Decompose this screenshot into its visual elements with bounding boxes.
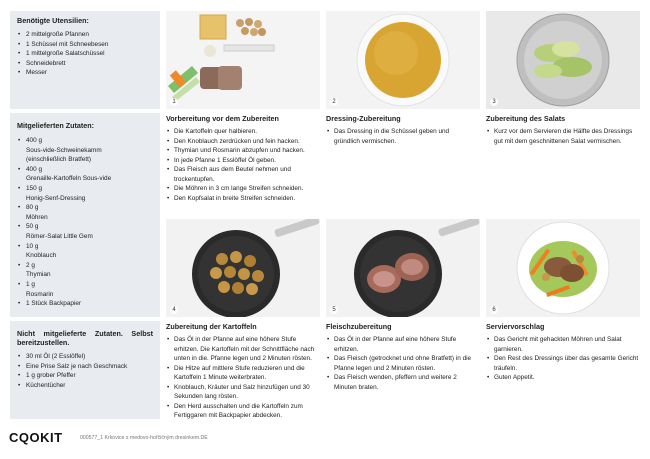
step-title: Dressing-Zubereitung — [326, 114, 401, 123]
extras-list — [17, 352, 153, 390]
step-number: 6 — [490, 306, 498, 314]
step-item: • Knoblauch, Kräuter und Salz hinzufügen und 30 Sekunden lang rösten. — [166, 383, 322, 402]
ingredient-item: • 150 gHonig-Senf-Dressing — [17, 184, 153, 203]
ingredient-item: • 1 gRosmarin — [17, 280, 153, 299]
step-4-photo — [166, 219, 320, 317]
step-title: Fleischzubereitung — [326, 322, 392, 331]
step-5 — [326, 322, 476, 392]
step-item: • Das Dressing in die Schüssel geben und gründlich vermischen. — [326, 127, 476, 146]
step-item: • Den Rest des Dressings über das gesamte Gericht träufeln. — [486, 354, 640, 373]
salad-bowl-image — [486, 11, 640, 109]
step-title: Zubereitung des Salats — [486, 114, 566, 123]
list-item: • Eine Prise Salz je nach Geschmack — [17, 362, 153, 372]
ingredient-item: • 1 Stück Backpapier — [17, 299, 153, 309]
extras-title: Nicht mitgelieferte Zutaten. Selbst bereitzustellen. — [17, 329, 153, 347]
dressing-bowl-image — [326, 11, 480, 109]
step-6 — [486, 322, 640, 383]
list-item: • 30 ml Öl (2 Esslöffel) — [17, 352, 153, 362]
list-item: • 2 mittelgroße Pfannen — [17, 30, 153, 40]
footer-reference: 000577_1 Krkovice s medovo-hořčičným dresinkem.DE — [80, 435, 208, 441]
extras-panel — [10, 321, 160, 419]
step-2 — [326, 114, 476, 146]
ingredient-item: • 400 gGrenaille-Kartoffeln Sous-vide — [17, 165, 153, 184]
list-item: • 1 Schüssel mit Schneebesen — [17, 40, 153, 50]
step-item: • Das Fleisch aus dem Beutel nehmen und trockentupfen. — [166, 165, 326, 184]
step-number: 5 — [330, 306, 338, 314]
list-item: • Messer — [17, 68, 153, 78]
step-3-photo — [486, 11, 640, 109]
meat-pan-image — [326, 219, 480, 317]
step-3 — [486, 114, 640, 146]
step-title: Vorbereitung vor dem Zubereiten — [166, 114, 279, 123]
ingredient-item: • 400 gSous-vide-Schweinekamm (einschließlich Bratfett) — [17, 136, 153, 165]
ingredient-item: • 2 gThymian — [17, 261, 153, 280]
step-title: Serviervorschlag — [486, 322, 545, 331]
step-item: • Das Fleisch (getrocknet und ohne Bratfett) in die Pfanne legen und 2 Minuten rösten. — [326, 354, 476, 373]
step-item: • Das Öl in der Pfanne auf eine höhere Stufe erhitzen. — [326, 335, 476, 354]
utensils-list — [17, 30, 153, 78]
step-item: • Das Fleisch wenden, pfeffern und weitere 2 Minuten braten. — [326, 373, 476, 392]
brand-logo: CQOKIT — [9, 430, 63, 445]
ingredients-title: Mitgelieferten Zutaten: — [17, 121, 95, 130]
step-5-photo — [326, 219, 480, 317]
served-plate-image — [486, 219, 640, 317]
ingredient-item: • 10 gKnoblauch — [17, 242, 153, 261]
step-item: • Thymian und Rosmarin abzupfen und hacken. — [166, 146, 326, 156]
step-number: 1 — [170, 98, 178, 106]
step-item: • Die Kartoffeln quer halbieren. — [166, 127, 326, 137]
step-item: • Die Hitze auf mittlere Stufe reduzieren und die Kartoffeln 1 Minute weiterbraten. — [166, 364, 322, 383]
step-item: • Das Gericht mit gehackten Möhren und Salat garnieren. — [486, 335, 640, 354]
step-item: • Den Herd ausschalten und die Kartoffeln zum Fertiggaren mit Backpapier abdecken. — [166, 402, 322, 421]
step-1-photo — [166, 11, 320, 109]
step-item: • Den Knoblauch zerdrücken und fein hacken. — [166, 137, 326, 147]
utensils-title: Benötigte Utensilien: — [17, 16, 89, 25]
step-6-photo — [486, 219, 640, 317]
list-item: • 1 g grober Pfeffer — [17, 371, 153, 381]
list-item: • Küchentücher — [17, 381, 153, 391]
step-item: • Das Öl in der Pfanne auf eine höhere Stufe erhitzen. Die Kartoffeln mit der Schnittfläche nach unten in die. Pfanne legen und 2 Minuten rösten. — [166, 335, 322, 364]
ingredient-item: • 80 gMöhren — [17, 203, 153, 222]
step-4 — [166, 322, 322, 421]
ingredients-image — [166, 11, 320, 109]
list-item: • Schneidebrett — [17, 59, 153, 69]
step-item: • In jede Pfanne 1 Esslöffel Öl geben. — [166, 156, 326, 166]
potatoes-pan-image — [166, 219, 320, 317]
step-item: • Den Kopfsalat in breite Streifen schneiden. — [166, 194, 326, 204]
step-1 — [166, 114, 326, 203]
ingredient-item: • 50 gRömer-Salat Little Gem — [17, 222, 153, 241]
ingredients-list — [17, 136, 153, 309]
step-item: • Kurz vor dem Servieren die Hälfte des Dressings gut mit dem geschnittenen Salat vermischen. — [486, 127, 640, 146]
step-number: 2 — [330, 98, 338, 106]
list-item: • 1 mittelgroße Salatschüssel — [17, 49, 153, 59]
step-title: Zubereitung der Kartoffeln — [166, 322, 257, 331]
step-item: • Die Möhren in 3 cm lange Streifen schneiden. — [166, 184, 326, 194]
ingredients-panel — [10, 113, 160, 317]
step-item: • Guten Appetit. — [486, 373, 640, 383]
step-number: 3 — [490, 98, 498, 106]
step-number: 4 — [170, 306, 178, 314]
step-2-photo — [326, 11, 480, 109]
utensils-panel — [10, 11, 160, 109]
